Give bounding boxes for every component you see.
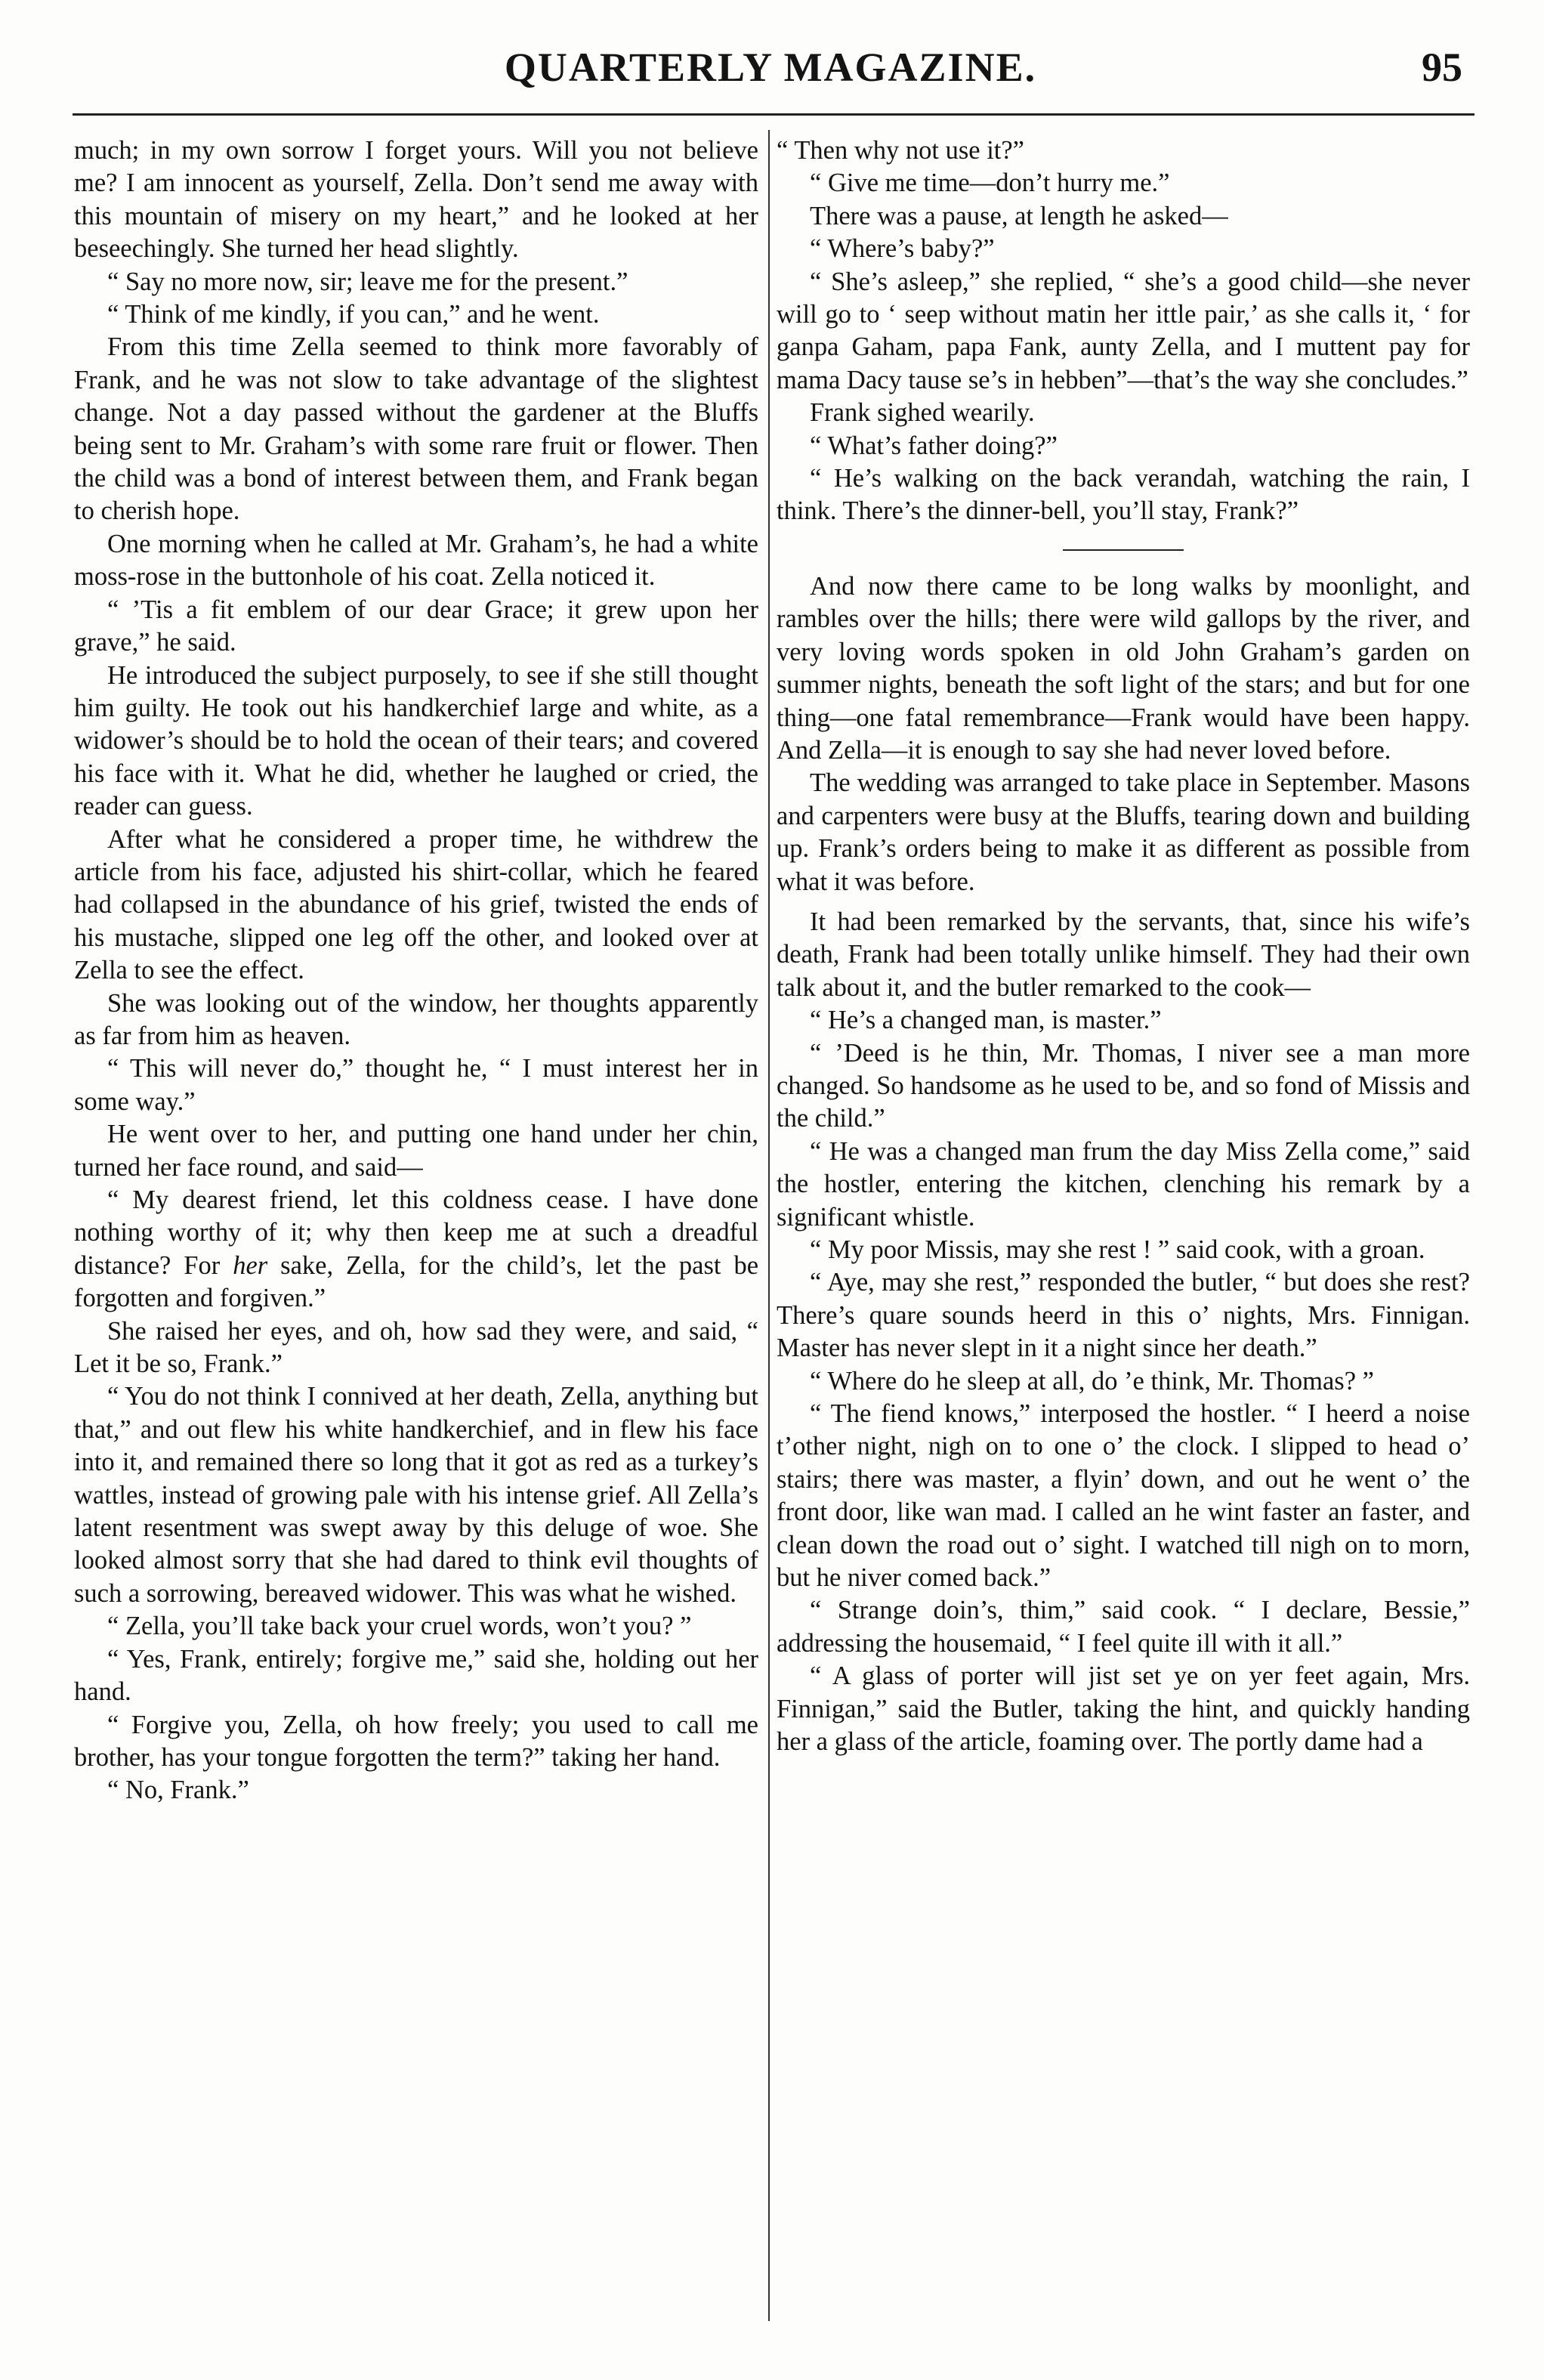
paragraph: “ What’s father doing?” [810,431,1058,460]
paragraph: “ Where’s baby?” [810,234,995,264]
paragraph: “ He was a changed man frum the day Miss Zella come,” said the hostler, entering the kitchen, clenching his remark by a significant whistle. [777,1136,1470,1232]
column-divider [768,130,770,2321]
page-header [68,44,1473,104]
paragraph: much; in my own sorrow I forget yours. Will you not believe me? I am innocent as yourself, Zella. Don’t send me away with this mountain of misery on my heart,” and he looked at her beseechingly. She turned her head slightly. [74,136,758,264]
paragraph: “ ’Deed is he thin, Mr. Thomas, I niver see a man more changed. So handsome as he used to be, and so fond of Missis and the child.” [777,1038,1470,1133]
paragraph: “ Strange doin’s, thim,” said cook. “ I declare, Bessie,” addressing the housemaid, “ I feel quite ill with it all.” [777,1596,1470,1658]
paragraph: “ Forgive you, Zella, oh how freely; you used to call me brother, has your tongue forgotten the term?” taking her hand. [74,1710,758,1772]
paragraph: He went over to her, and putting one hand under her chin, turned her face round, and said— [74,1120,758,1182]
paragraph: After what he considered a proper time, he withdrew the article from his face, adjusted his shirt-collar, which he feared had collapsed in the abundance of his grief, twisted the ends of his mustache, slipped one leg off the other, and looked over at Zella to see the effect. [74,824,758,985]
paragraph: He introduced the subject purposely, to see if she still thought him guilty. He took out his handkerchief large and white, as a widower’s should be to hold the ocean of their tears; and covered his face with it. What he did, whether he laughed or cried, the reader can guess. [74,660,758,821]
paragraph: “ Aye, may she rest,” responded the butler, “ but does she rest? There’s quare sounds heerd in this o’ nights, Mrs. Finnigan. Master has never slept in it a night since her death.” [777,1268,1470,1363]
paragraph: “ My dearest friend, let this coldness cease. I have done nothing worthy of it; why then keep me at such a dreadful distance? For her sake, Zella, for the child’s, let the past be forgotten and forgiven.” [74,1185,759,1313]
paragraph: “ Yes, Frank, entirely; forgive me,” said she, holding out her hand. [74,1644,758,1707]
paragraph: From this time Zella seemed to think more favorably of Frank, and he was not slow to take advantage of the slightest change. Not a day passed without the gardener at the Bluffs being sent to Mr. Graham’s with some rare fruit or flower. Then the child was a bond of interest between them, and Frank began to cherish hope. [74,332,758,526]
running-title: QUARTERLY MAGAZINE. [504,45,1037,90]
paragraph: “ Zella, you’ll take back your cruel words, won’t you? ” [107,1612,692,1641]
paragraph: “ My poor Missis, may she rest ! ” said cook, with a groan. [810,1235,1425,1264]
paragraph: “ The fiend knows,” interposed the hostler. “ I heerd a noise t’other night, nigh on to one o’ the clock. I slipped to head o’ stairs; there was master, a flyin’ down, and out he went o’ the front door, like wan mad. I called an he wint faster an faster, and clean down the road out o’ sight. I watched till nigh on to morn, but he niver comed back.” [777,1399,1470,1593]
paragraph: It had been remarked by the servants, that, since his wife’s death, Frank had been totally unlike himself. They had their own talk about it, and the butler remarked to the cook— [777,907,1470,1002]
paragraph: “ This will never do,” thought he, “ I must interest her in some way.” [74,1054,758,1116]
paragraph: “ Where do he sleep at all, do ’e think, Mr. Thomas? ” [810,1366,1374,1396]
paragraph: She raised her eyes, and oh, how sad they were, and said, “ Let it be so, Frank.” [74,1316,758,1379]
paragraph: “ Then why not use it?” [777,136,1024,165]
paragraph: “ Think of me kindly, if you can,” and he went. [107,300,600,329]
section-separator-rule [1063,549,1184,551]
paragraph: One morning when he called at Mr. Graham’s, he had a white moss-rose in the buttonhole of his coat. Zella noticed it. [74,529,758,592]
header-rule [73,113,1475,116]
paragraph: “ ’Tis a fit emblem of our dear Grace; it grew upon her grave,” he said. [74,595,758,657]
paragraph: She was looking out of the window, her thoughts apparently as far from him as heaven. [74,988,758,1050]
paragraph: “ No, Frank.” [107,1776,249,1805]
paragraph: “ He’s walking on the back verandah, watching the rain, I think. There’s the dinner-bell, you’ll stay, Frank?” [777,464,1470,526]
paragraph: “ He’s a changed man, is master.” [810,1006,1162,1035]
paragraph: There was a pause, at length he asked— [810,201,1228,230]
paragraph: The wedding was arranged to take place in September. Masons and carpenters were busy at the Bluffs, tearing down and building up. Frank’s orders being to make it as different as possible from what it was before. [777,768,1470,896]
right-column [777,134,1470,1759]
paragraph: And now there came to be long walks by moonlight, and rambles over the hills; there were wild gallops by the river, and very loving words spoken in old John Graham’s garden on summer nights, beneath the soft light of the stars; and but for one thing—one fatal remembrance—Frank would have been happy. And Zella—it is enough to say she had never loved before. [777,571,1470,765]
left-column [74,134,758,1807]
paragraph: “ Give me time—don’t hurry me.” [810,168,1170,198]
paragraph: Frank sighed wearily. [810,398,1035,428]
paragraph: “ She’s asleep,” she replied, “ she’s a good child—she never will go to ‘ seep without matin her ittle pair,’ as she calls it, ‘ for ganpa Gaham, papa Fank, aunty Zella, and I muttent pay for mama Dacy tause se’s in hebben”—that’s the way she concludes.” [777,267,1470,394]
paragraph: “ You do not think I connived at her death, Zella, anything but that,” and out flew his white handkerchief, and in flew his face into it, and remained there so long that it got as red as a turkey’s wattles, instead of growing pale with his intense grief. All Zella’s latent resentment was swept away by this deluge of woe. She looked almost sorry that she had dared to think evil thoughts of such a sorrowing, bereaved widower. This was what he wished. [74,1382,758,1608]
paragraph: “ A glass of porter will jist set ye on yer feet again, Mrs. Finnigan,” said the Butler, taking the hint, and quickly handing her a glass of the article, foaming over. The portly dame had a [777,1661,1470,1757]
paragraph: “ Say no more now, sir; leave me for the present.” [107,267,628,296]
page-number: 95 [1422,45,1462,90]
